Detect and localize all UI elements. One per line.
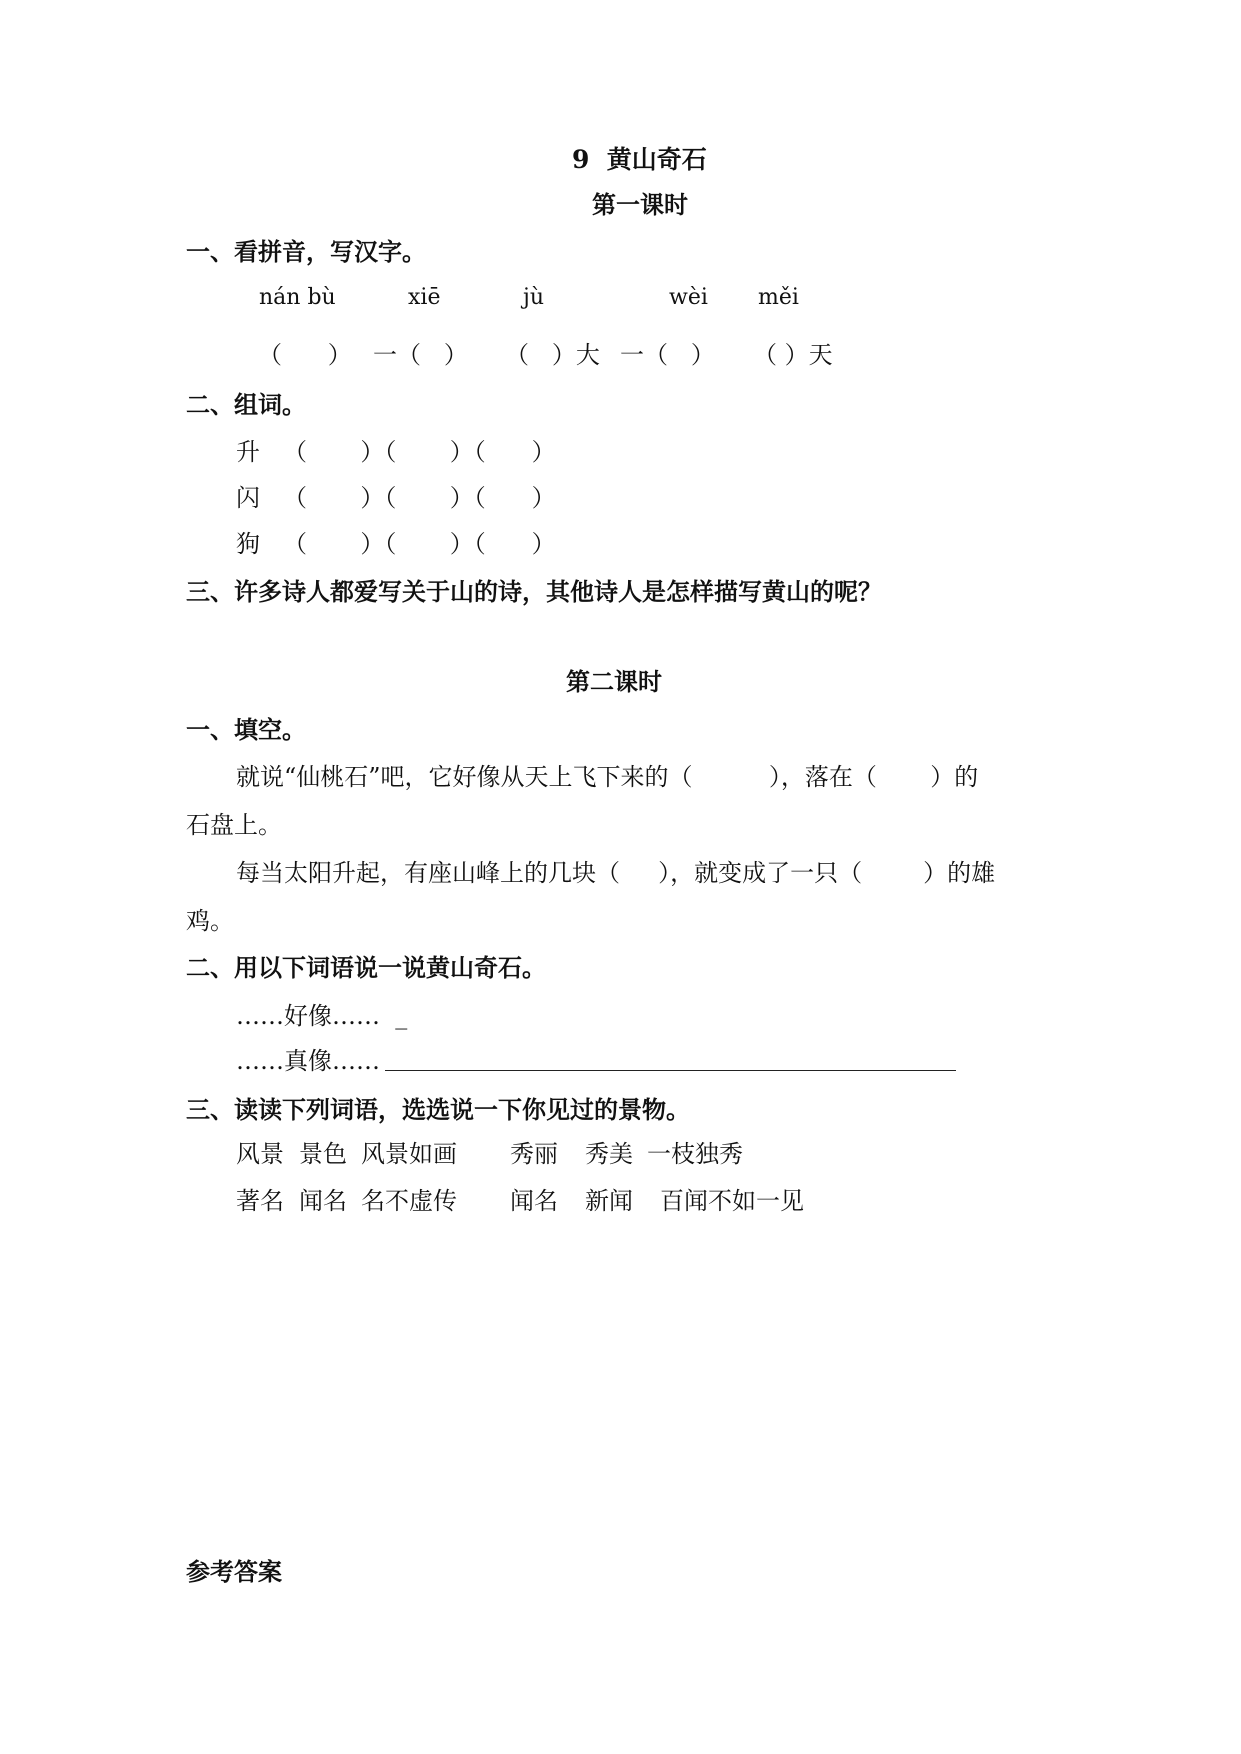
word-xinwen: 新闻: [585, 1187, 633, 1215]
page-title: 9 黄山奇石: [572, 145, 707, 174]
sentence-prompt-zhenxiang: ……真像……: [236, 1047, 380, 1075]
q1-blank-3: （ ）大: [505, 341, 600, 369]
q1-blank-1: （ ）: [258, 341, 352, 369]
pinyin-mei: měi: [758, 285, 799, 310]
sentence-prompt-haoxiang: ……好像…… _: [236, 1002, 408, 1030]
lesson1-q2-heading: 二、组词。: [186, 390, 306, 419]
word-xiumei: 秀美: [585, 1140, 633, 1168]
word-zhuming: 著名: [236, 1187, 284, 1215]
word-fengjing: 风景: [236, 1140, 284, 1168]
word-jingse: 景色: [299, 1140, 347, 1168]
word-mingbuxuchuan: 名不虚传: [361, 1187, 457, 1215]
q1-blank-4: 一（ ）: [620, 341, 715, 369]
q2-row-1-char: 升: [236, 438, 260, 466]
answers-heading: 参考答案: [186, 1557, 282, 1586]
fill-paragraph-1-line-2: 石盘上。: [186, 811, 282, 839]
fill-paragraph-1-line-1: 就说“仙桃石”吧，它好像从天上飞下来的（ ），落在（ ）的: [236, 763, 979, 791]
word-wenming: 闻名: [299, 1187, 347, 1215]
q2-row-2-blanks: （ ）（ ）（ ）: [283, 484, 556, 512]
fill-paragraph-2-line-2: 鸡。: [186, 907, 234, 935]
q1-blank-5: （ ）天: [753, 341, 833, 369]
q2-row-3-blanks: （ ）（ ）（ ）: [283, 530, 556, 558]
lesson1-q3-heading: 三、许多诗人都爱写关于山的诗，其他诗人是怎样描写黄山的呢？: [186, 577, 882, 606]
lesson2-q2-heading: 二、用以下词语说一说黄山奇石。: [186, 953, 546, 982]
fill-paragraph-2-line-1: 每当太阳升起，有座山峰上的几块（ ），就变成了一只（ ）的雄: [236, 859, 996, 887]
word-baiwenburuyijian: 百闻不如一见: [660, 1187, 804, 1215]
answer-line: [385, 1070, 956, 1071]
pinyin-nanbu: nán bù: [259, 285, 336, 310]
pinyin-wei: wèi: [669, 285, 708, 310]
word-yizhiduxiu: 一枝独秀: [647, 1140, 743, 1168]
word-xiuli: 秀丽: [510, 1140, 558, 1168]
lesson1-q1-heading: 一、看拼音，写汉字。: [186, 237, 426, 266]
pinyin-xie: xiē: [408, 285, 441, 310]
lesson2-q1-heading: 一、填空。: [186, 715, 306, 744]
q1-blank-2: 一（ ）: [373, 341, 468, 369]
q2-row-2-char: 闪: [236, 484, 260, 512]
word-fengjingruhua: 风景如画: [361, 1140, 457, 1168]
pinyin-ju: jù: [523, 285, 544, 310]
lesson2-q3-heading: 三、读读下列词语，选选说一下你见过的景物。: [186, 1095, 690, 1124]
word-wenming-2: 闻名: [510, 1187, 558, 1215]
lesson1-heading: 第一课时: [592, 190, 688, 219]
lesson2-heading: 第二课时: [566, 667, 662, 696]
q2-row-3-char: 狗: [236, 530, 260, 558]
q2-row-1-blanks: （ ）（ ）（ ）: [283, 438, 556, 466]
